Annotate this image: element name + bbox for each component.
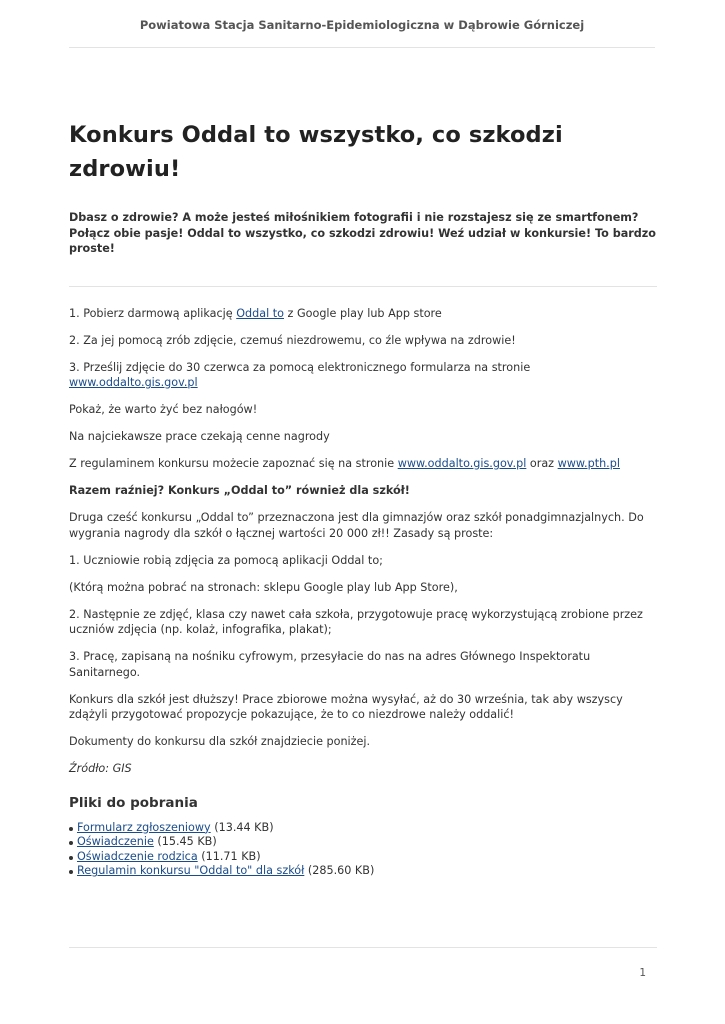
oddalto-site-link[interactable]: www.oddalto.gis.gov.pl — [69, 376, 198, 389]
downloads-list — [69, 821, 657, 879]
download-link[interactable]: Regulamin konkursu "Oddal to" dla szkół — [77, 864, 305, 878]
file-size: (285.60 KB) — [304, 864, 375, 878]
download-link[interactable]: Oświadczenie — [77, 835, 154, 849]
pth-link[interactable]: www.pth.pl — [557, 457, 620, 470]
article-lead: Dbasz o zdrowie? A może jesteś miłośnikiem fotografii i nie rozstajesz się ze smartfonem? Połącz obie pasje! Oddal to wszystko, co szkodzi zdrowiu! Weź udział w konkursie! To bardzo proste! — [69, 211, 656, 255]
paragraph-schools: Druga cześć konkursu „Oddal to” przeznaczona jest dla gimnazjów oraz szkół ponadgimnazjalnych. Do wygrania nagrody dla szkół o łącznej wartości 20 000 zł!! Zasady są proste: — [69, 511, 644, 540]
school-step-1: 1. Uczniowie robią zdjęcia za pomocą aplikacji Oddal to; — [69, 553, 383, 567]
list-item — [77, 835, 657, 850]
paragraph-deadline: Konkurs dla szkół jest dłuższy! Prace zbiorowe można wysyłać, aż do 30 września, tak aby wszyscy zdążyli przygotować propozycje pokazujące, że to co niezdrowe należy oddalić! — [69, 692, 623, 721]
paragraph-documents: Dokumenty do konkursu dla szkół znajdziecie poniżej. — [69, 735, 371, 748]
oddalto-rules-link[interactable]: www.oddalto.gis.gov.pl — [397, 457, 527, 470]
article-body — [69, 306, 657, 777]
downloads-heading: Pliki do pobrania — [69, 794, 198, 811]
divider — [69, 286, 657, 287]
file-size: (15.45 KB) — [153, 835, 217, 849]
list-item — [77, 821, 657, 836]
page-number: 1 — [639, 967, 646, 979]
step-3: 3. Prześlij zdjęcie do 30 czerwca za pomocą elektronicznego formularza na stronie www.oddalto.gis.gov.pl — [69, 360, 531, 389]
list-item — [77, 864, 657, 879]
oddal-to-app-link[interactable]: Oddal to — [236, 306, 284, 320]
article — [69, 118, 657, 879]
file-size: (11.71 KB) — [197, 849, 261, 863]
source-note: Źródło: GIS — [69, 762, 132, 775]
page-header — [69, 0, 655, 48]
paragraph-show: Pokaż, że warto żyć bez nałogów! — [69, 403, 258, 416]
school-step-3: 3. Pracę, zapisaną na nośniku cyfrowym, przesyłacie do nas na adres Głównego Inspektoratu Sanitarnego. — [69, 650, 591, 679]
article-title: Konkurs Oddal to wszystko, co szkodzi zdrowiu! — [69, 122, 563, 182]
school-step-2: 2. Następnie ze zdjęć, klasa czy nawet cała szkoła, przygotowuje pracę wykorzystującą zrobione przez uczniów zdjęcia (np. kolaż, infografika, plakat); — [69, 607, 643, 636]
header-title: Powiatowa Stacja Sanitarno-Epidemiologiczna w Dąbrowie Górniczej — [139, 18, 585, 32]
school-note: (Którą można pobrać na stronach: sklepu Google play lub App Store), — [69, 580, 458, 594]
footer-divider — [69, 947, 657, 948]
paragraph-prizes: Na najciekawsze prace czekają cenne nagrody — [69, 430, 330, 443]
schools-subheading: Razem raźniej? Konkurs „Oddal to” również dla szkół! — [69, 484, 410, 497]
step-1: 1. Pobierz darmową aplikację Oddal to z Google play lub App store — [69, 306, 442, 320]
file-size: (13.44 KB) — [210, 820, 274, 834]
paragraph-rules: Z regulaminem konkursu możecie zapoznać się na stronie www.oddalto.gis.gov.pl oraz www.pth.pl — [69, 457, 620, 470]
step-2: 2. Za jej pomocą zrób zdjęcie, czemuś niezdrowemu, co źle wpływa na zdrowie! — [69, 333, 516, 347]
download-link[interactable]: Formularz zgłoszeniowy — [77, 820, 211, 834]
list-item — [77, 850, 657, 865]
download-link[interactable]: Oświadczenie rodzica — [77, 849, 198, 863]
